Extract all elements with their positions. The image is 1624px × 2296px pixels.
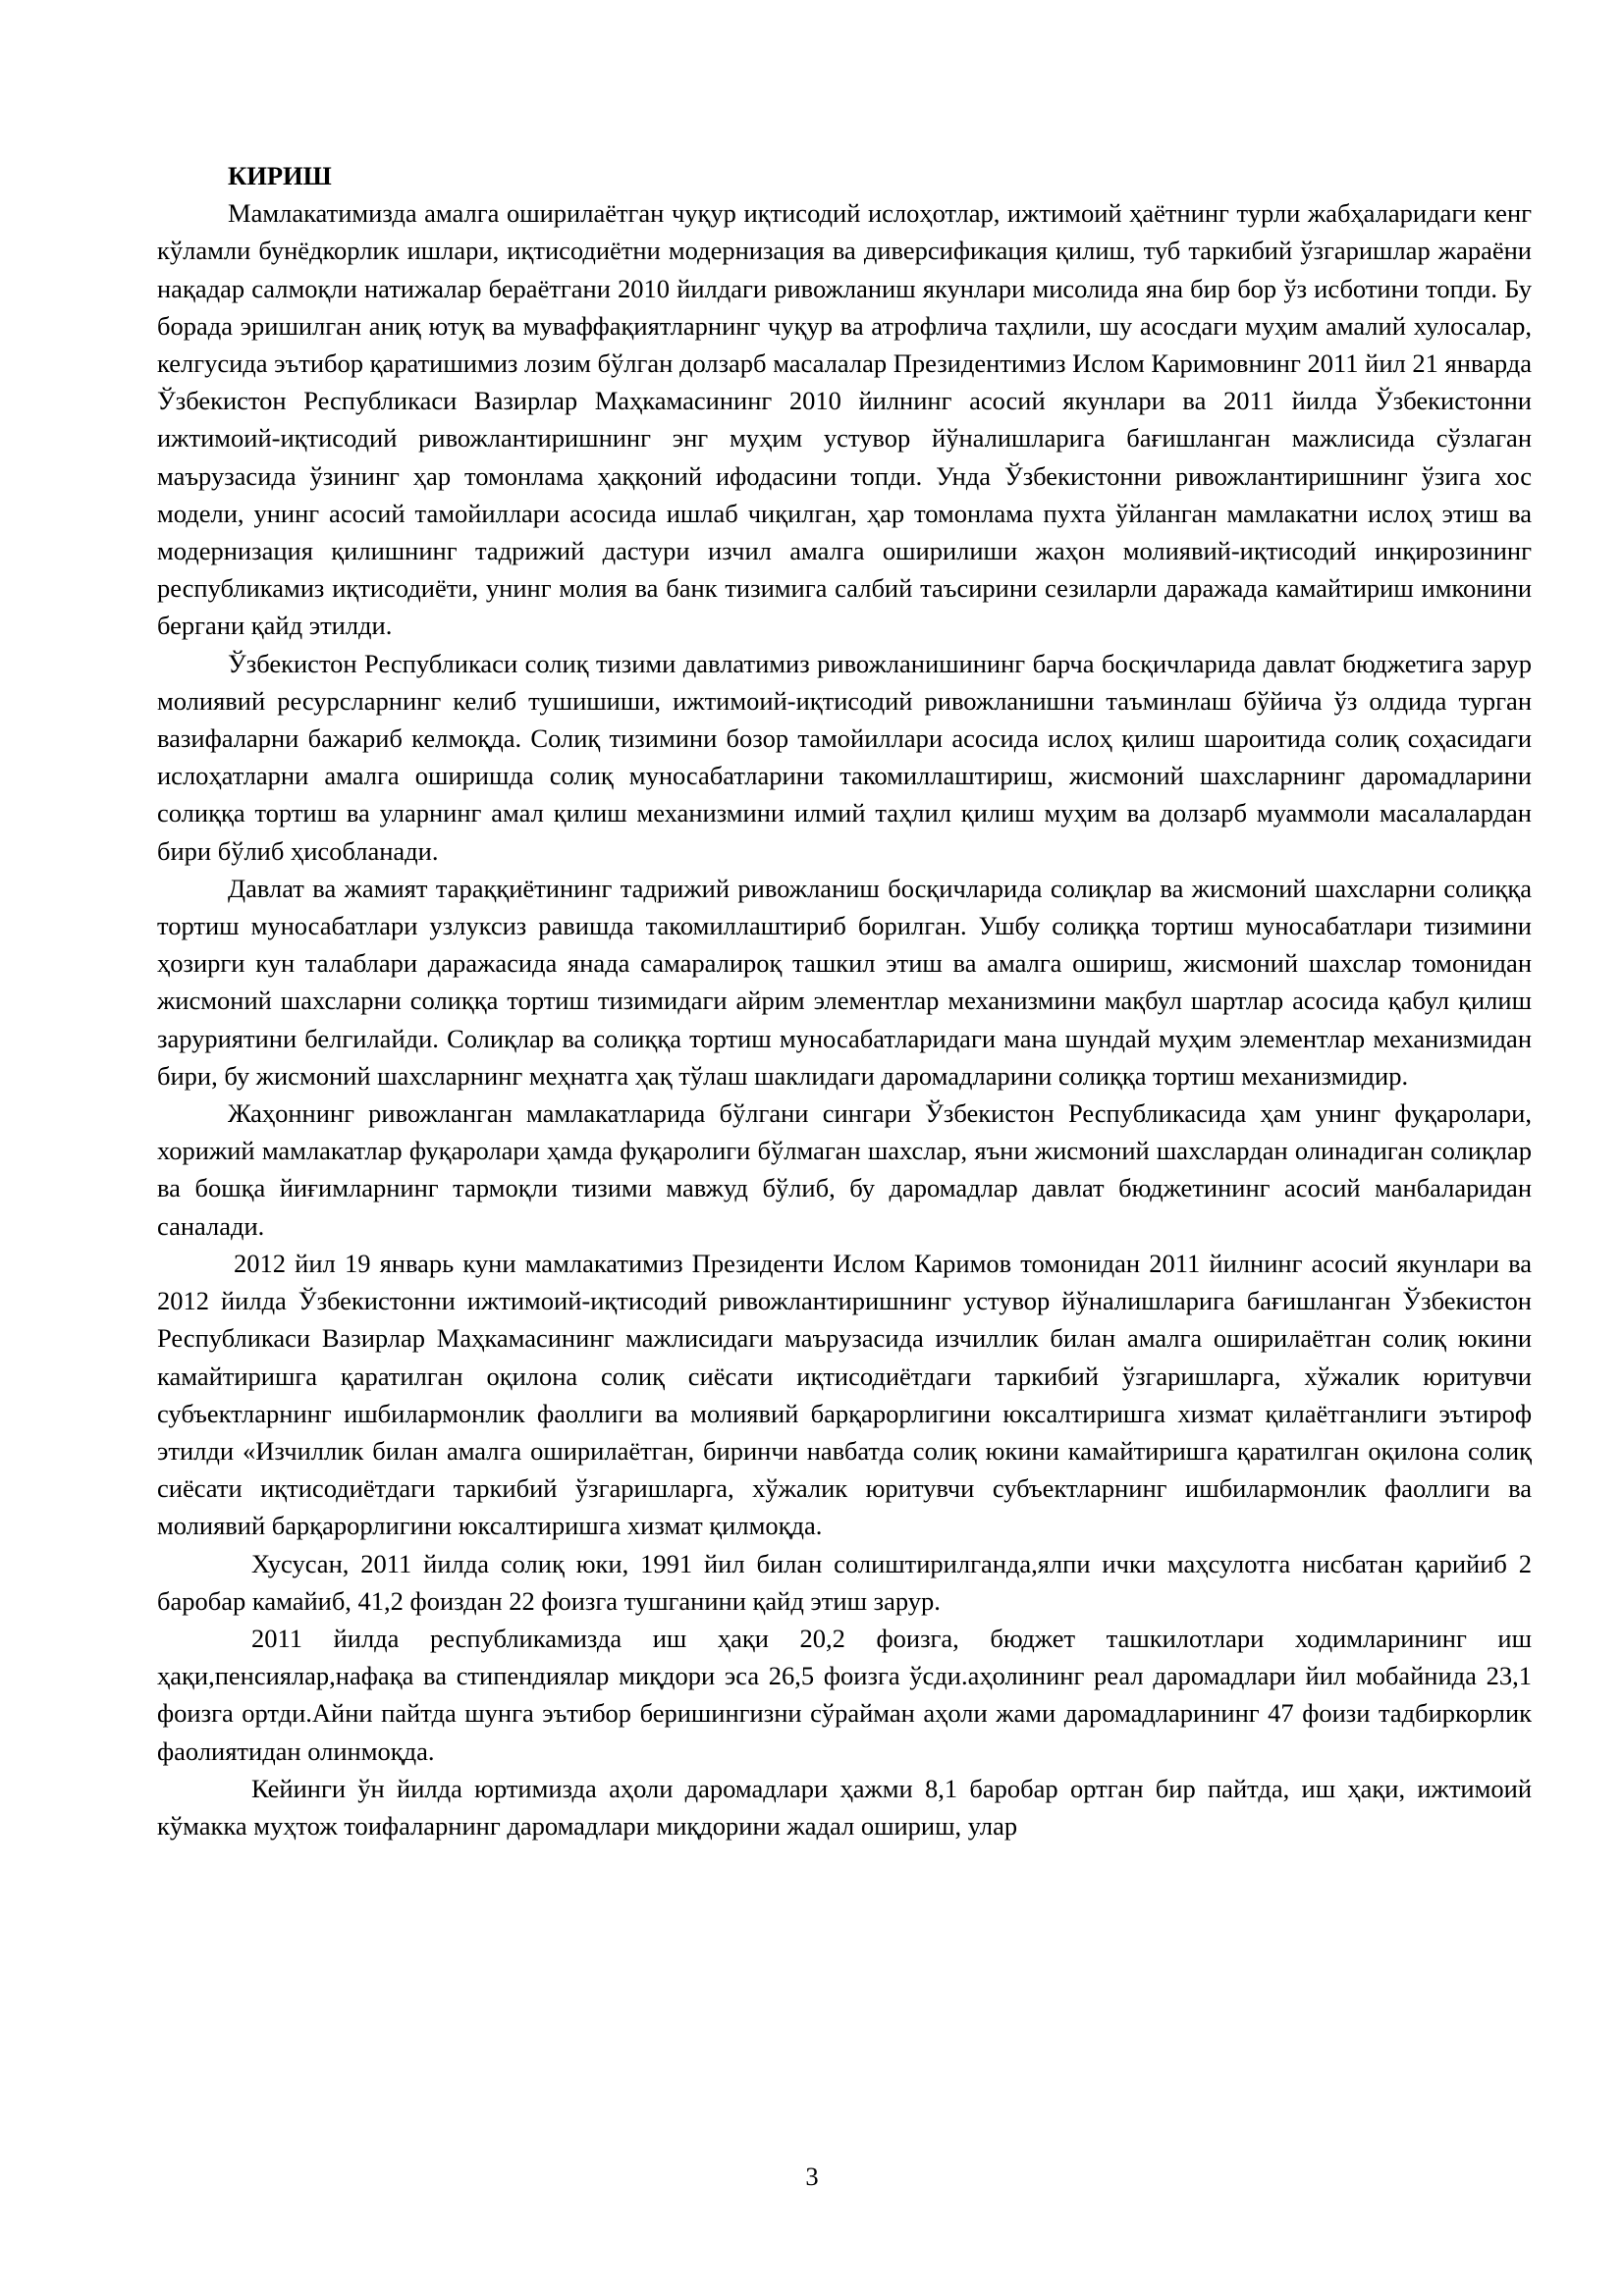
paragraph-3: Давлат ва жамият тараққиётининг тадрижий ривожланиш босқичларида солиқлар ва жисмоний шахсларни солиққа тортиш муносабатлари узлуксиз равишда такомиллаштириб борилган. Ушбу солиққа тортиш муносабатлари тизимини ҳозирги кун талаблари даражасида янада самаралироқ ташкил этиш ва амалга ошириш, жисмоний шахслар томонидан жисмоний шахсларни солиққа тортиш тизимидаги айрим элементлар механизмини мақбул шартлар асосида қабул қилиш заруриятини белгилайди. Солиқлар ва солиққа тортиш муносабатларидаги мана шундай муҳим элементлар механизмидан бири, бу жисмоний шахсларнинг меҳнатга ҳақ тўлаш шаклидаги даромадларини солиққа тортиш механизмидир. [157,873,1532,1091]
paragraph-7: 2011 йилда республикамизда иш ҳақи 20,2 фоизга, бюджет ташкилотлари ходимларининг иш ҳақи,пенсиялар,нафақа ва стипендиялар миқдори эса 26,5 фоизга ўсди.аҳолининг реал даромадлари йил мобайнида 23,1 фоизга ортди.Айни пайтда шунга эътибор беришингизни сўрайман аҳоли жами даромадларининг 47 фоизи тадбиркорлик фаолиятидан олинмоқда. [157,1623,1532,1766]
paragraph-2: Ўзбекистон Республикаси солиқ тизими давлатимиз ривожланишининг барча босқичларида давлат бюджетига зарур молиявий ресурсларнинг келиб тушишиши, ижтимоий-иқтисодий ривожланишни таъминлаш бўйича ўз олдида турган вазифаларни бажариб келмоқда. Солиқ тизимини бозор тамойиллари асосида ислоҳ қилиш шароитида солиқ соҳасидаги ислоҳатларни амалга оширишда солиқ муносабатларини такомиллаштириш, жисмоний шахсларнинг даромадларини солиққа тортиш ва уларнинг амал қилиш механизмини илмий таҳлил қилиш муҳим ва долзарб муаммоли масалалардан бири бўлиб ҳисобланади. [157,648,1532,866]
paragraph-4: Жаҳоннинг ривожланган мамлакатларида бўлгани сингари Ўзбекистон Республикасида ҳам унинг фуқаролари, хорижий мамлакатлар фуқаролари ҳамда фуқаролиги бўлмаган шахслар, яъни жисмоний шахслардан олинадиган солиқлар ва бошқа йиғимларнинг тармоқли тизими мавжуд бўлиб, бу даромадлар давлат бюджетининг асосий манбаларидан саналади. [157,1098,1532,1241]
document-page [157,157,1532,1844]
section-heading: КИРИШ [228,161,332,190]
paragraph-5: 2012 йил 19 январь куни мамлакатимиз Президенти Ислом Каримов томонидан 2011 йилнинг асосий якунлари ва 2012 йилда Ўзбекистонни ижтимоий-иқтисодий ривожлантиришнинг устувор йўналишларига бағишланган Ўзбекистон Республикаси Вазирлар Маҳкамасининг мажлисидаги маърузасида изчиллик билан амалга оширилаётган солиқ юкини камайтиришга қаратилган оқилона солиқ сиёсати иқтисодиётдаги таркибий ўзгаришларга, хўжалик юритувчи субъектларнинг ишбилармонлик фаоллиги ва молиявий барқарорлигини юксалтиришга хизмат қилаётганлиги эътироф этилди «Изчиллик билан амалга оширилаётган, биринчи навбатда солиқ юкини камайтиришга қаратилган оқилона солиқ сиёсати иқтисодиётдаги таркибий ўзгаришларга, хўжалик юритувчи субъектларнинг ишбилармонлик фаоллиги ва молиявий барқарорлигини юксалтиришга хизмат қилмоқда. [157,1248,1532,1541]
paragraph-8: Кейинги ўн йилда юртимизда аҳоли даромадлари ҳажми 8,1 баробар ортган бир пайтда, иш ҳақи, ижтимоий кўмакка муҳтож тоифаларнинг даромадлари миқдорини жадал ошириш, улар [157,1773,1532,1841]
paragraph-6: Хусусан, 2011 йилда солиқ юки, 1991 йил билан солиштирилганда,ялпи ички маҳсулотга нисбатан қарийиб 2 баробар камайиб, 41,2 фоиздан 22 фоизга тушганини қайд этиш зарур. [157,1548,1532,1616]
paragraph-1: Мамлакатимизда амалга оширилаётган чуқур иқтисодий ислоҳотлар, ижтимоий ҳаётнинг турли жабҳаларидаги кенг кўламли бунёдкорлик ишлари, иқтисодиётни модернизация ва диверсификация қилиш, туб таркибий ўзгаришлар жараёни нақадар салмоқли натижалар бераётгани 2010 йилдаги ривожланиш якунлари мисолида яна бир бор ўз исботини топди. Бу борада эришилган аниқ ютуқ ва муваффақиятларнинг чуқур ва атрофлича таҳлили, шу асосдаги муҳим амалий хулосалар, келгусида эътибор қаратишимиз лозим бўлган долзарб масалалар Президентимиз Ислом Каримовнинг 2011 йил 21 январда Ўзбекистон Республикаси Вазирлар Маҳкамасининг 2010 йилнинг асосий якунлари ва 2011 йилда Ўзбекистонни ижтимоий-иқтисодий ривожлантиришнинг энг муҳим устувор йўналишларига бағишланган мажлисида сўзлаган маърузасида ўзининг ҳар томонлама ҳаққоний ифодасини топди. Унда Ўзбекистонни ривожлантиришнинг ўзига хос модели, унинг асосий тамойиллари асосида ишлаб чиқилган, ҳар томонлама пухта ўйланган мамлакатни ислоҳ этиш ва модернизация қилишнинг тадрижий дастури изчил амалга оширилиши жаҳон молиявий-иқтисодий инқирозининг республикамиз иқтисодиёти, унинг молия ва банк тизимига салбий таъсирини сезиларли даражада камайтириш имконини бергани қайд этилди. [157,198,1532,641]
page-number: 3 [805,2162,819,2191]
